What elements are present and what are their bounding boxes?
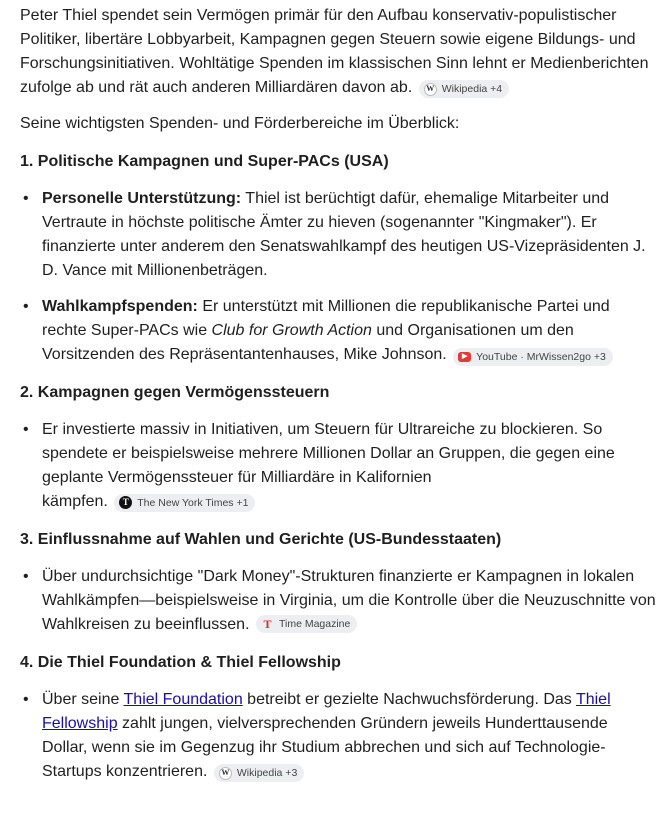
list-item bbox=[20, 418, 656, 514]
bullet-label: Wahlkampfspenden: bbox=[42, 298, 198, 315]
section-heading-2: 2. Kampagnen gegen Vermögenssteuern bbox=[20, 384, 330, 401]
source-chip-nyt[interactable] bbox=[114, 494, 255, 512]
intro-text: Peter Thiel spendet sein Vermögen primär für den Aufbau konservativ-populistischer Politiker, libertäre Lobbyarbeit, Kampagnen gegen Steuern sowie eigene Bildungs- und Forschungsinitiativen. Wohltätige Spenden im klassischen Sinn lehnt er Medienberichten zufolge ab und rät auch anderen Milliardären davon ab. bbox=[20, 7, 649, 96]
section-1-list bbox=[20, 187, 656, 367]
intro-paragraph bbox=[20, 4, 656, 100]
section-heading-4: 4. Die Thiel Foundation & Thiel Fellowship bbox=[20, 654, 341, 671]
thiel-fellowship-link[interactable]: Thiel Fellowship bbox=[42, 691, 611, 732]
italic-text: Club for Growth Action bbox=[211, 322, 372, 339]
bullet-text: Er investierte massiv in Initiativen, um Steuern für Ultrareiche zu blockieren. So spendete er beispielsweise mehrere Millionen Dollar an Gruppen, die gegen eine geplante Vermögenssteuer für Milliardäre in Kalifornien bbox=[42, 421, 615, 486]
bullet-label: Personelle Unterstützung: bbox=[42, 190, 242, 207]
bullet-text: betreibt er gezielte Nachwuchsförderung. Das bbox=[242, 691, 576, 708]
section-2-list bbox=[20, 418, 656, 514]
source-chip-label: YouTube · MrWissen2go +3 bbox=[476, 350, 606, 363]
nyt-icon: T bbox=[119, 496, 132, 509]
source-chip-label: Time Magazine bbox=[278, 618, 351, 630]
bullet-text: und Organisationen um den Vorsitzenden des Repräsentantenhauses, Mike Johnson. bbox=[42, 322, 574, 363]
bullet-text: Thiel ist berüchtigt dafür, ehemalige Mitarbeiter und Vertraute in höchste politische Ämter zu hieven (sogenannter "Kingmaker"). Er finanzierte unter anderem den Senatswahlkampf des heutigen US-Vizepräsidenten J. D. Vance mit Millionenbeträgen. bbox=[42, 190, 646, 279]
bullet-text: Über seine bbox=[42, 691, 124, 708]
section-4-list bbox=[20, 688, 656, 784]
overview-text: Seine wichtigsten Spenden- und Förderbereiche im Überblick: bbox=[20, 115, 460, 132]
list-item bbox=[20, 688, 656, 784]
bullet-text: Über undurchsichtige "Dark Money"-Strukturen finanzierte er Kampagnen in lokalen Wahlkämpfen—beispielsweise in Virginia, um die Kontrolle über die Neuzuschnitte von Wahlkreisen zu beeinflussen. bbox=[42, 568, 656, 633]
section-3-list bbox=[20, 565, 656, 637]
source-chip-label: The New York Times +1 bbox=[137, 496, 249, 509]
time-icon: T bbox=[263, 617, 272, 631]
bullet-text: kämpfen. bbox=[42, 493, 108, 510]
wikipedia-icon: W bbox=[219, 767, 232, 780]
section-heading-3: 3. Einflussnahme auf Wahlen und Gerichte (US-Bundesstaaten) bbox=[20, 531, 502, 548]
source-chip-youtube[interactable] bbox=[453, 348, 613, 366]
youtube-icon: ▶ bbox=[458, 352, 471, 362]
source-chip-label: Wikipedia +3 bbox=[236, 767, 298, 779]
source-chip-time[interactable] bbox=[256, 615, 357, 633]
source-chip-wikipedia[interactable] bbox=[419, 80, 509, 98]
thiel-foundation-link[interactable]: Thiel Foundation bbox=[123, 691, 243, 708]
section-heading-1: 1. Politische Kampagnen und Super-PACs (USA) bbox=[20, 153, 389, 170]
list-item bbox=[20, 295, 656, 367]
wikipedia-icon: W bbox=[424, 83, 437, 96]
source-chip-wikipedia[interactable] bbox=[214, 764, 304, 782]
list-item bbox=[20, 187, 656, 283]
bullet-text: Er unterstützt mit Millionen die republikanische Partei und rechte Super-PACs wie bbox=[42, 298, 610, 339]
source-chip-label: Wikipedia +4 bbox=[441, 83, 503, 95]
bullet-text: zahlt jungen, vielversprechenden Gründern jeweils Hunderttausende Dollar, wenn sie im Gegenzug ihr Studium abbrechen und sich auf Technologie-Startups konzentrieren. bbox=[42, 715, 608, 780]
list-item bbox=[20, 565, 656, 637]
